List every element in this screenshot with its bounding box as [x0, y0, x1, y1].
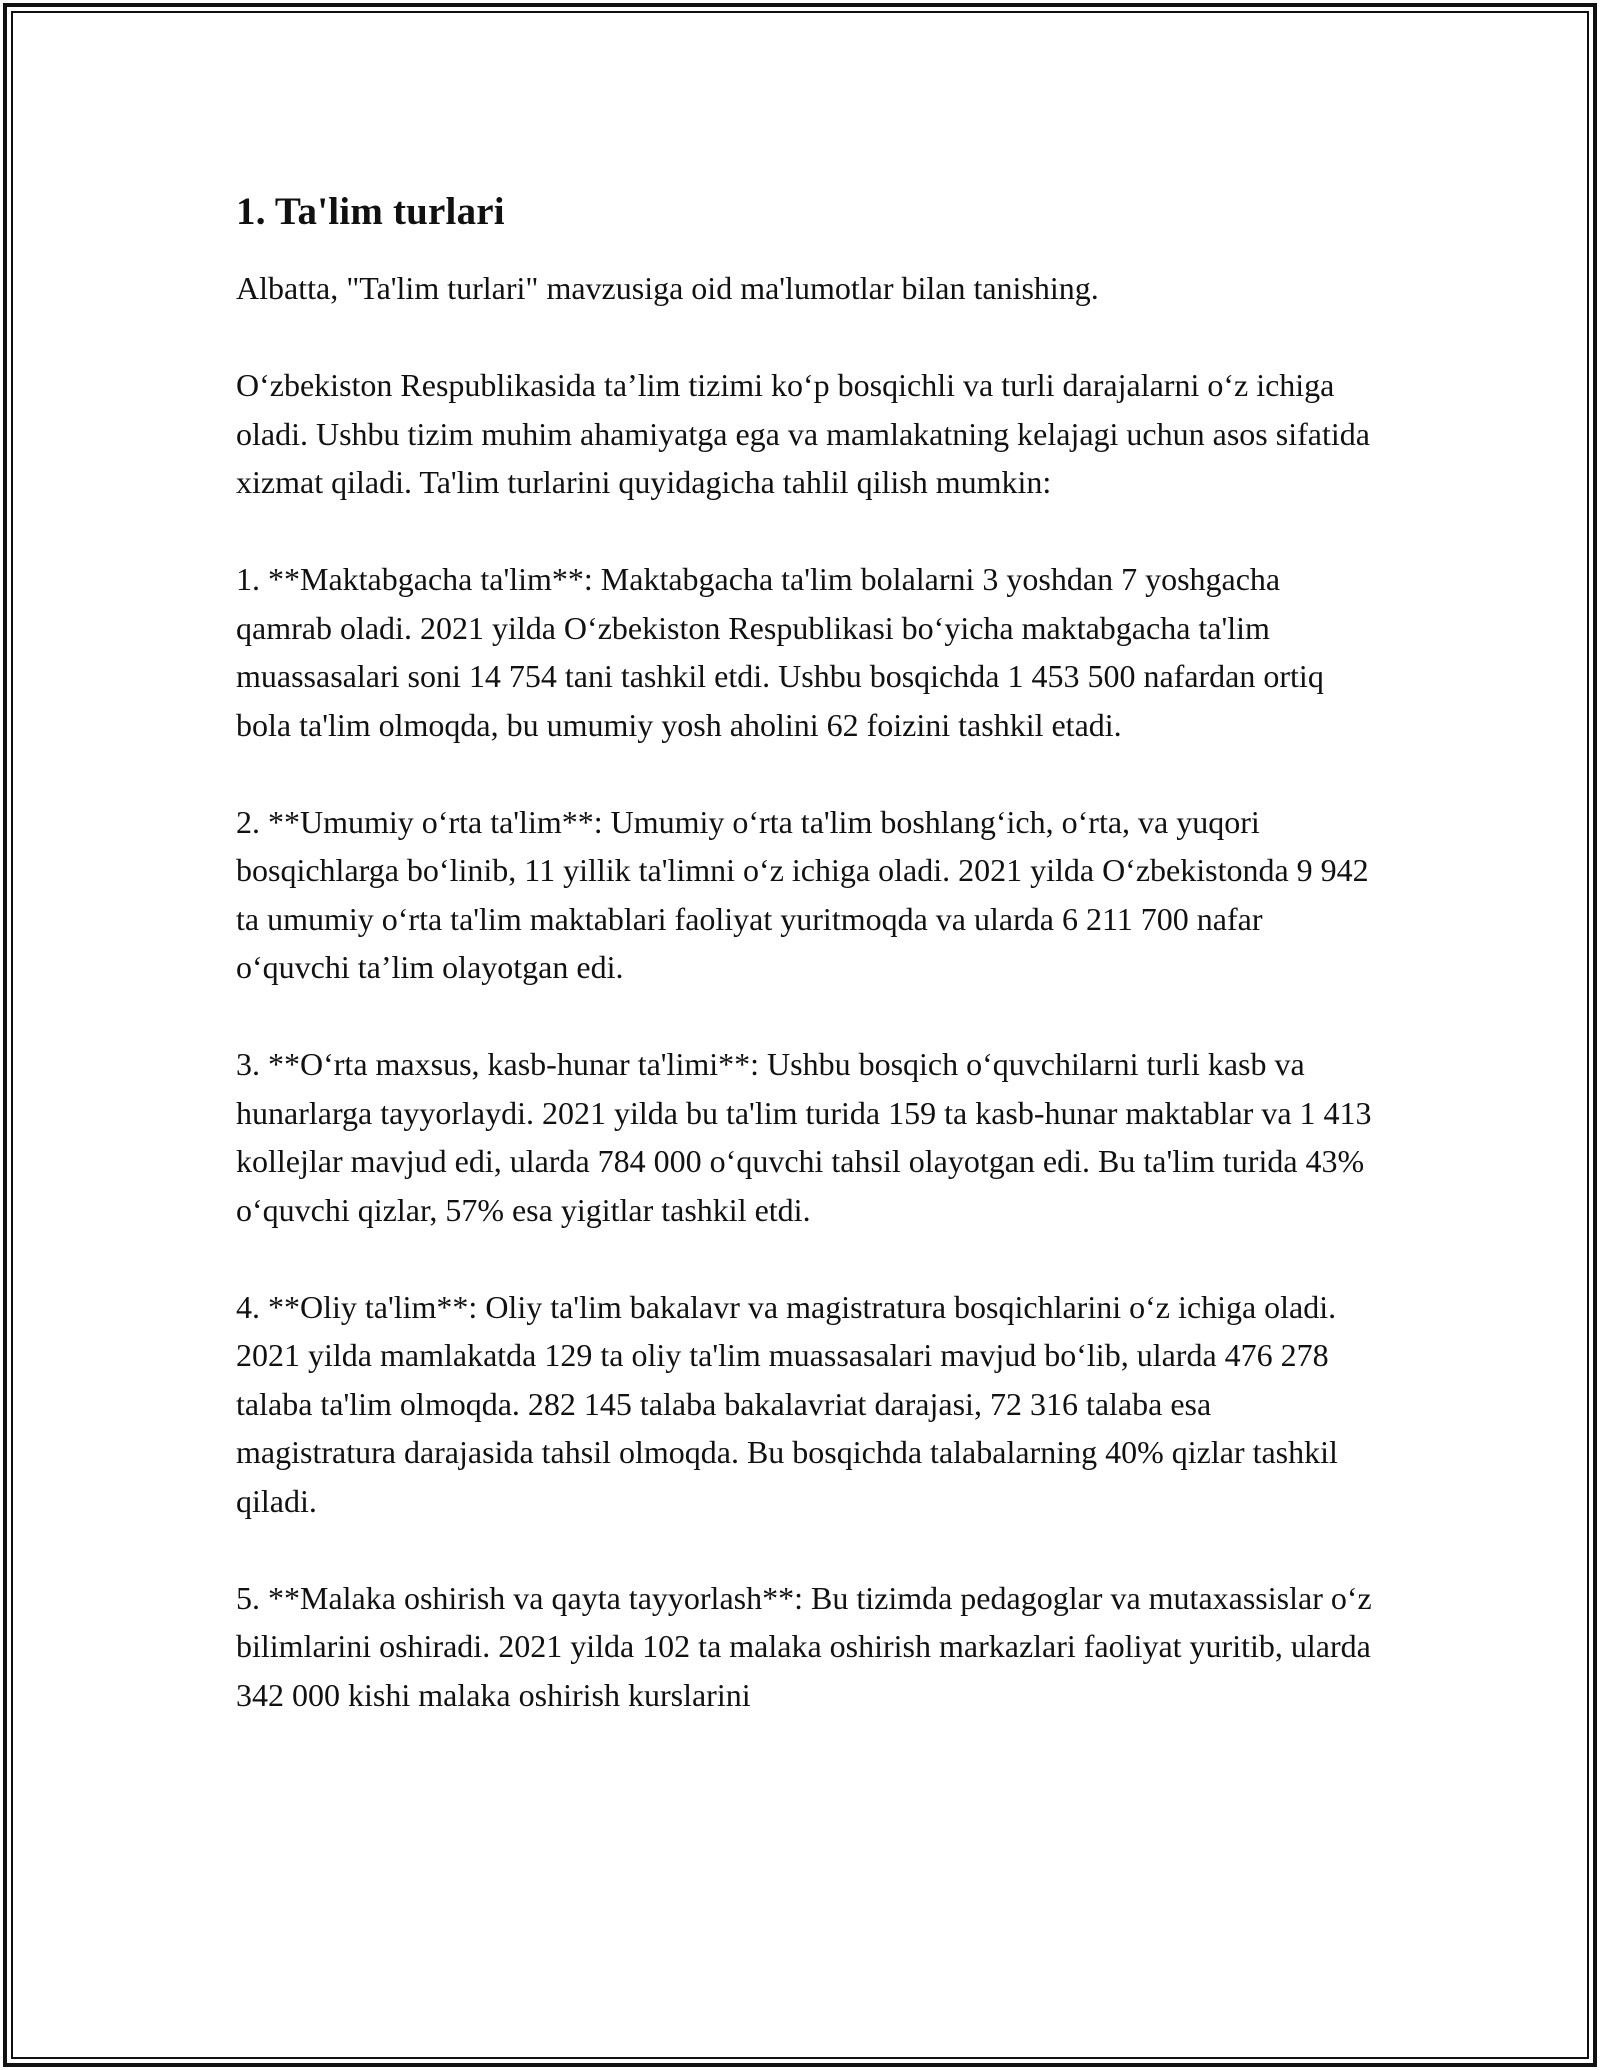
paragraph-overview: O‘zbekiston Respublikasida ta’lim tizimi ko‘p bosqichli va turli darajalarni o‘z ichiga oladi. Ushbu tizim muhim ahamiyatga ega va mamlakatning kelajagi uchun asos sifatida xizmat qiladi. Ta'lim turlarini quyidagicha tahlil qilish mumkin: [236, 367, 1370, 500]
paragraph-general-secondary: 2. **Umumiy o‘rta ta'lim**: Umumiy o‘rta ta'lim boshlang‘ich, o‘rta, va yuqori bosqichlarga bo‘linib, 11 yillik ta'limni o‘z ichiga oladi. 2021 yilda O‘zbekistonda 9 942 ta umumiy o‘rta ta'lim maktablari faoliyat yuritmoqda va ularda 6 211 700 nafar o‘quvchi ta’lim olayotgan edi. [236, 803, 1369, 985]
paragraph-higher-education: 4. **Oliy ta'lim**: Oliy ta'lim bakalavr va magistratura bosqichlarini o‘z ichiga oladi. 2021 yilda mamlakatda 129 ta oliy ta'lim muassasalari mavjud bo‘lib, ularda 476 278 talaba ta'lim olmoqda. 282 145 talaba bakalavriat darajasi, 72 316 talaba esa magistratura darajasida tahsil olmoqda. Bu bosqichda talabalarning 40% qizlar tashkil qiladi. [236, 1288, 1338, 1519]
document-body [236, 186, 1376, 1719]
paragraph-preschool: 1. **Maktabgacha ta'lim**: Maktabgacha ta'lim bolalarni 3 yoshdan 7 yoshgacha qamrab oladi. 2021 yilda O‘zbekiston Respublikasi bo‘yicha maktabgacha ta'lim muassasalari soni 14 754 tani tashkil etdi. Ushbu bosqichda 1 453 500 nafardan ortiq bola ta'lim olmoqda, bu umumiy yosh aholini 62 foizini tashkil etadi. [236, 561, 1324, 743]
paragraph-intro: Albatta, "Ta'lim turlari" mavzusiga oid ma'lumotlar bilan tanishing. [236, 270, 1099, 306]
section-heading: 1. Ta'lim turlari [236, 190, 505, 233]
paragraph-vocational: 3. **O‘rta maxsus, kasb-hunar ta'limi**: Ushbu bosqich o‘quvchilarni turli kasb va hunarlarga tayyorlaydi. 2021 yilda bu ta'lim turida 159 ta kasb-hunar maktablar va 1 413 kollejlar mavjud edi, ularda 784 000 o‘quvchi tahsil olayotgan edi. Bu ta'lim turida 43% o‘quvchi qizlar, 57% esa yigitlar tashkil etdi. [236, 1046, 1372, 1228]
paragraph-retraining: 5. **Malaka oshirish va qayta tayyorlash**: Bu tizimda pedagoglar va mutaxassislar o‘z bilimlarini oshiradi. 2021 yilda 102 ta malaka oshirish markazlari faoliyat yuritib, ularda 342 000 kishi malaka oshirish kurslarini [236, 1579, 1372, 1713]
